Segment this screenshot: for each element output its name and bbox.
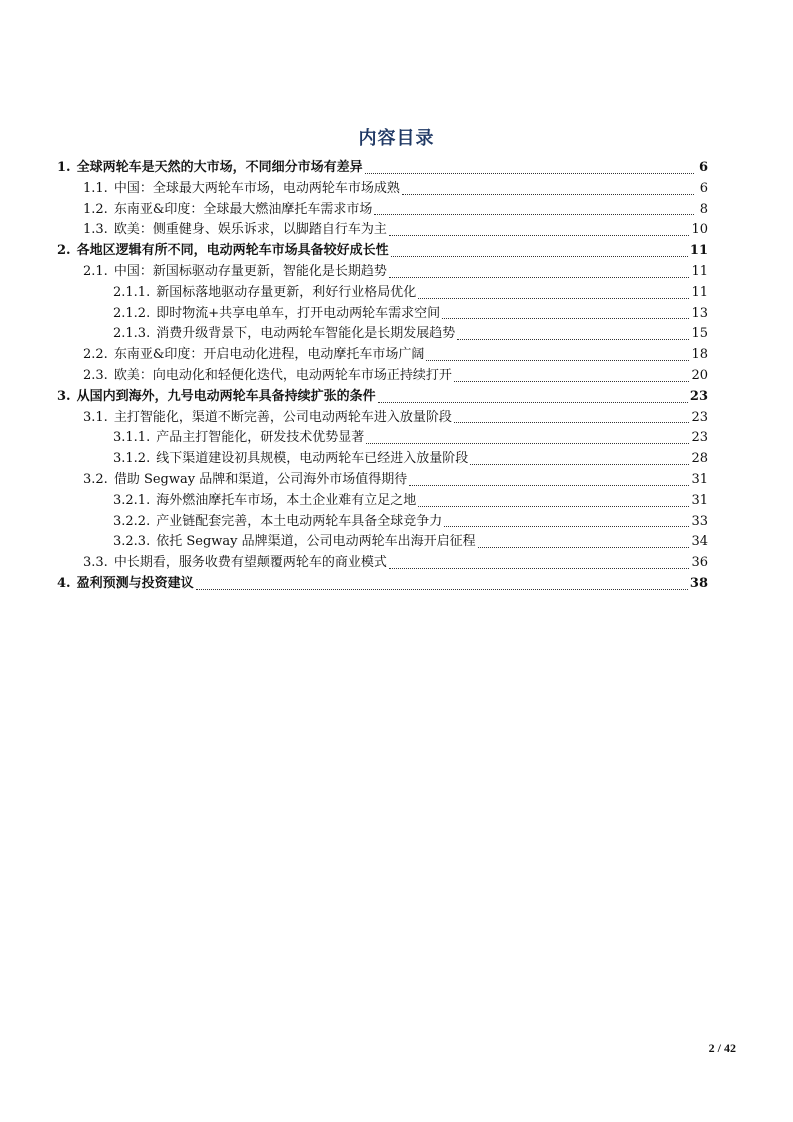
toc-dot-leader [391,255,688,257]
toc-entry[interactable] [57,324,708,345]
toc-entry-page: 31 [691,492,708,508]
toc-entry-number: 4. [57,575,71,591]
toc-entry[interactable] [57,491,708,512]
toc-entry-text: 盈利预测与投资建议 [76,575,194,591]
toc-entry-number: 2. [57,243,71,259]
page-number: 2 / 42 [708,1041,736,1055]
toc-entry-number: 3.2.1. [113,492,151,508]
toc-entry-text: 东南亚&印度：全球最大燃油摩托车需求市场 [113,201,373,217]
toc-dot-leader [418,297,689,299]
toc-entry-number: 2.2. [83,347,108,363]
toc-dot-leader [426,359,689,361]
toc-entry-page: 23 [691,409,708,425]
toc-entry[interactable] [57,574,708,595]
toc-dot-leader [478,546,690,548]
toc-entry-number: 2.1. [83,263,108,279]
toc-entry-page: 15 [691,326,708,342]
toc-entry-text: 依托 Segway 品牌渠道，公司电动两轮车出海开启征程 [156,534,476,550]
toc-dot-leader [365,172,694,174]
toc-entry-number: 2.3. [83,367,108,383]
toc-entry[interactable] [57,200,708,221]
toc-dot-leader [389,234,690,236]
toc-entry-number: 3.1. [83,409,108,425]
toc-entry[interactable] [57,304,708,325]
toc-entry[interactable] [57,408,708,429]
toc-entry-number: 1.2. [83,201,108,217]
toc-entry-page: 10 [691,222,708,238]
toc-entry-text: 东南亚&印度：开启电动化进程，电动摩托车市场广阔 [113,347,425,363]
toc-entry-page: 11 [691,263,708,279]
toc-entry-page: 11 [689,243,708,259]
toc-entry-number: 2.1.2. [113,305,151,321]
toc-dot-leader [442,317,689,319]
toc-entry-page: 11 [691,284,708,300]
toc-dot-leader [457,338,689,340]
toc-dot-leader [454,380,690,382]
toc-entry[interactable] [57,470,708,491]
toc-entry-number: 3.2.3. [113,534,151,550]
toc-dot-leader [444,525,689,527]
toc-entry-text: 借助 Segway 品牌和渠道，公司海外市场值得期待 [113,471,408,487]
toc-entry-number: 3.3. [83,555,108,571]
toc-entry-number: 1.3. [83,222,108,238]
toc-entry-number: 2.1.1. [113,284,151,300]
toc-title: 内容目录 [358,128,435,149]
toc-entry-page: 38 [689,575,708,591]
toc-dot-leader [418,505,689,507]
toc-entry-page: 23 [691,430,708,446]
toc-entry-number: 3.1.1. [113,430,151,446]
toc-entry-page: 36 [691,555,708,571]
toc-entry[interactable] [57,512,708,533]
toc-entry-text: 即时物流+共享电单车，打开电动两轮车需求空间 [156,305,441,321]
toc-entry[interactable] [57,262,708,283]
toc-entry-text: 产业链配套完善，本土电动两轮车具备全球竞争力 [156,513,443,529]
toc-entry-text: 全球两轮车是天然的大市场，不同细分市场有差异 [76,160,363,175]
toc-dot-leader [402,193,694,195]
toc-entry-page: 18 [691,347,708,363]
toc-dot-leader [196,588,688,590]
toc-entry-number: 3.2. [83,471,108,487]
toc-dot-leader [409,484,689,486]
toc-entry-number: 1. [57,160,71,175]
toc-entry-text: 欧美：侧重健身、娱乐诉求，以脚踏自行车为主 [113,222,387,238]
toc-entry-page: 6 [698,160,708,175]
toc-entry-text: 消费升级背景下，电动两轮车智能化是长期发展趋势 [156,326,456,342]
toc-entry-text: 主打智能化，渠道不断完善，公司电动两轮车进入放量阶段 [113,409,452,425]
toc-entry-number: 3.2.2. [113,513,151,529]
toc-entry[interactable] [57,366,708,387]
toc-entry-page: 31 [691,471,708,487]
toc-dot-leader [366,442,689,444]
toc-entry-page: 33 [691,513,708,529]
toc-dot-leader [389,567,690,569]
toc-entry-page: 6 [699,180,708,196]
toc-entry-text: 中国：新国标驱动存量更新，智能化是长期趋势 [113,263,387,279]
toc-entry-text: 中国：全球最大两轮车市场，电动两轮车市场成熟 [113,180,400,196]
toc-entry[interactable] [57,387,708,408]
toc-entry[interactable] [57,532,708,553]
toc-entry-page: 34 [691,534,708,550]
toc-entry-text: 欧美：向电动化和轻便化迭代，电动两轮车市场正持续打开 [113,367,452,383]
toc-entry-page: 23 [689,388,708,404]
toc-dot-leader [389,276,690,278]
toc-entry-text: 新国标落地驱动存量更新，利好行业格局优化 [156,284,417,300]
toc-dot-leader [454,421,690,423]
toc-entry-page: 13 [691,305,708,321]
toc-entry[interactable] [57,553,708,574]
toc-entry-number: 3.1.2. [113,451,151,467]
toc-entry-text: 中长期看，服务收费有望颠覆两轮车的商业模式 [113,555,387,571]
toc-entry[interactable] [57,220,708,241]
toc-entry-number: 1.1. [83,180,108,196]
toc-entry[interactable] [57,345,708,366]
table-of-contents [57,158,708,595]
toc-entry-page: 28 [691,451,708,467]
toc-entry-number: 3. [57,388,71,404]
toc-entry[interactable] [57,158,708,179]
toc-entry-page: 20 [691,367,708,383]
toc-entry[interactable] [57,449,708,470]
toc-entry-text: 从国内到海外，九号电动两轮车具备持续扩张的条件 [76,388,376,404]
toc-entry[interactable] [57,179,708,200]
toc-entry-text: 海外燃油摩托车市场，本土企业难有立足之地 [156,492,417,508]
toc-entry-text: 各地区逻辑有所不同，电动两轮车市场具备较好成长性 [76,243,389,259]
toc-dot-leader [470,463,689,465]
toc-entry[interactable] [57,428,708,449]
toc-entry-text: 线下渠道建设初具规模，电动两轮车已经进入放量阶段 [156,451,469,467]
toc-entry-text: 产品主打智能化，研发技术优势显著 [156,430,365,446]
toc-entry-number: 2.1.3. [113,326,151,342]
toc-dot-leader [378,401,688,403]
toc-entry[interactable] [57,241,708,262]
toc-dot-leader [374,213,694,215]
toc-entry[interactable] [57,283,708,304]
toc-entry-page: 8 [699,201,708,217]
